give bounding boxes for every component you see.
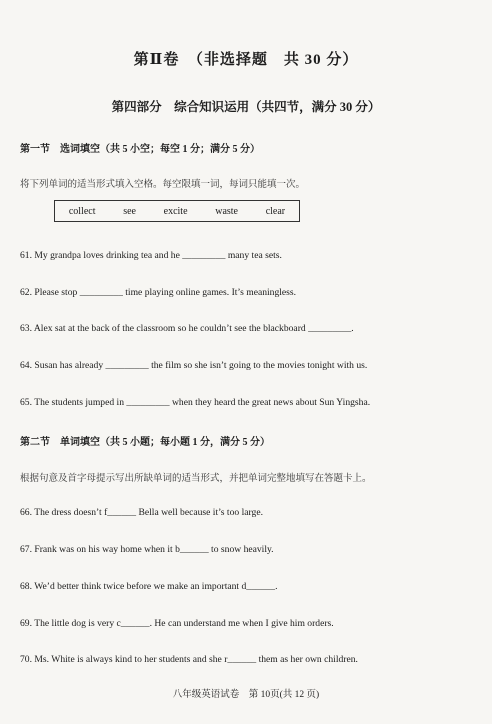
question-69: 69. The little dog is very c______. He can understand me when I give him orders. (20, 618, 334, 629)
section1-heading: 第一节 选词填空（共 5 小空；每空 1 分；满分 5 分） (20, 144, 260, 155)
section2-heading: 第二节 单词填空（共 5 小题；每小题 1 分，满分 5 分） (20, 437, 270, 448)
question-61: 61. My grandpa loves drinking tea and he _________ many tea sets. (20, 250, 282, 261)
question-63: 63. Alex sat at the back of the classroom so he couldn’t see the blackboard _________. (20, 323, 354, 334)
word-bank-item: see (123, 205, 136, 217)
section1-instruction: 将下列单词的适当形式填入空格。每空限填一词，每词只能填一次。 (20, 180, 306, 190)
question-67: 67. Frank was on his way home when it b______ to snow heavily. (20, 544, 274, 555)
word-bank-item: excite (163, 205, 188, 217)
question-65: 65. The students jumped in _________ when they heard the great news about Sun Yingsha. (20, 397, 371, 408)
page-footer: 八年级英语试卷 第 10页(共 12 页) (172, 690, 320, 700)
word-bank-item: collect (68, 205, 96, 217)
question-62: 62. Please stop _________ time playing online games. It’s meaningless. (20, 287, 297, 298)
part-title: 第四部分 综合知识运用（共四节，满分 30 分） (111, 100, 381, 114)
question-70: 70. Ms. White is always kind to her students and she r______ them as her own children. (20, 654, 358, 665)
word-bank (54, 200, 300, 222)
word-bank-item: waste (215, 205, 238, 217)
question-66: 66. The dress doesn’t f______ Bella well because it’s too large. (20, 507, 263, 518)
paper-title: 第Ⅱ卷 （非选择题 共 30 分） (133, 52, 359, 68)
question-68: 68. We’d better think twice before we make an important d______. (20, 581, 278, 592)
word-bank-item: clear (265, 205, 286, 217)
question-64: 64. Susan has already _________ the film so she isn’t going to the movies tonight with us. (20, 360, 368, 371)
section2-instruction: 根据句意及首字母提示写出所缺单词的适当形式，并把单词完整地填写在答题卡上。 (20, 474, 372, 484)
